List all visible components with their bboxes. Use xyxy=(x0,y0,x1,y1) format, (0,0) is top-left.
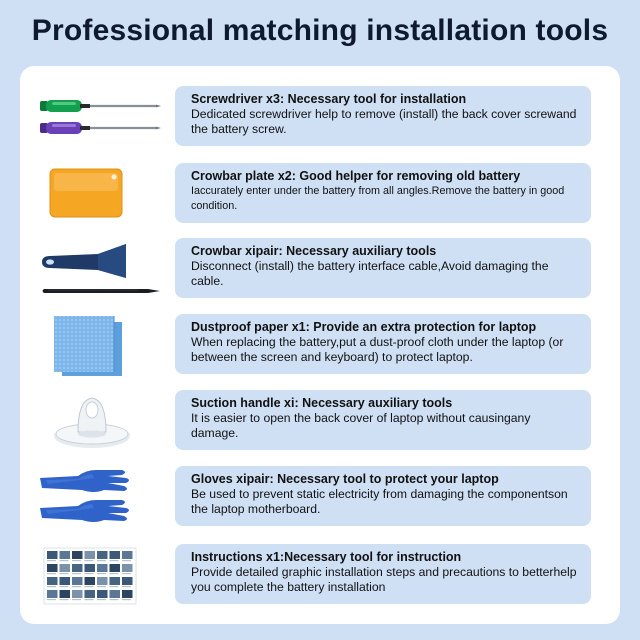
tool-description: Provide detailed graphic installation steps and precautions to betterhelp you complete the battery installation xyxy=(191,565,577,594)
tool-item-instructions xyxy=(20,544,620,606)
tool-card-screwdriver xyxy=(175,86,591,146)
tool-heading: Screwdriver x3: Necessary tool for installation xyxy=(191,92,467,106)
tool-heading: Gloves xipair: Necessary tool to protect your laptop xyxy=(191,472,499,486)
suction-handle-icon xyxy=(38,390,168,452)
tool-description: Iaccurately enter under the battery from all angles.Remove the battery in good condition. xyxy=(191,185,565,212)
tool-heading: Crowbar xipair: Necessary auxiliary tools xyxy=(191,244,437,258)
tool-card-dustproof-paper xyxy=(175,314,591,374)
tool-heading: Crowbar plate x2: Good helper for removing old battery xyxy=(191,169,521,183)
tool-card-suction-handle xyxy=(175,390,591,450)
tool-card-gloves xyxy=(175,466,591,526)
screwdriver-icon xyxy=(38,86,168,148)
tool-description: Dedicated screwdriver help to remove (install) the back cover screwand the battery screw. xyxy=(191,107,577,136)
tool-heading: Suction handle xi: Necessary auxiliary tools xyxy=(191,396,453,410)
tool-item-dustproof-paper xyxy=(20,314,620,376)
tool-heading: Dustproof paper x1: Provide an extra protection for laptop xyxy=(191,320,537,334)
tool-item-crowbar-plate xyxy=(20,163,620,225)
crowbar-plate-icon xyxy=(38,163,168,225)
tool-item-gloves xyxy=(20,466,620,528)
tool-description: Disconnect (install) the battery interface cable,Avoid damaging the cable. xyxy=(191,259,549,288)
tool-card-crowbar-pair xyxy=(175,238,591,298)
tool-heading: Instructions x1:Necessary tool for instruction xyxy=(191,550,462,564)
tool-card-instructions xyxy=(175,544,591,604)
tool-card-crowbar-plate xyxy=(175,163,591,223)
tool-description: It is easier to open the back cover of laptop without causingany damage. xyxy=(191,411,531,440)
tool-description: When replacing the battery,put a dust-proof cloth under the laptop (or between the screen and keyboard) to protect laptop. xyxy=(191,335,564,364)
instructions-sheet-icon xyxy=(38,544,168,606)
tool-item-suction-handle xyxy=(20,390,620,452)
tool-description: Be used to prevent static electricity from damaging the componentson the laptop motherboard. xyxy=(191,487,568,516)
gloves-icon xyxy=(38,466,168,528)
tool-item-screwdriver xyxy=(20,86,620,148)
crowbar-tools-icon xyxy=(38,238,168,300)
tools-panel xyxy=(20,66,620,624)
tool-item-crowbar-pair xyxy=(20,238,620,300)
dustproof-paper-icon xyxy=(38,314,168,376)
page-title: Professional matching installation tools xyxy=(31,14,609,47)
